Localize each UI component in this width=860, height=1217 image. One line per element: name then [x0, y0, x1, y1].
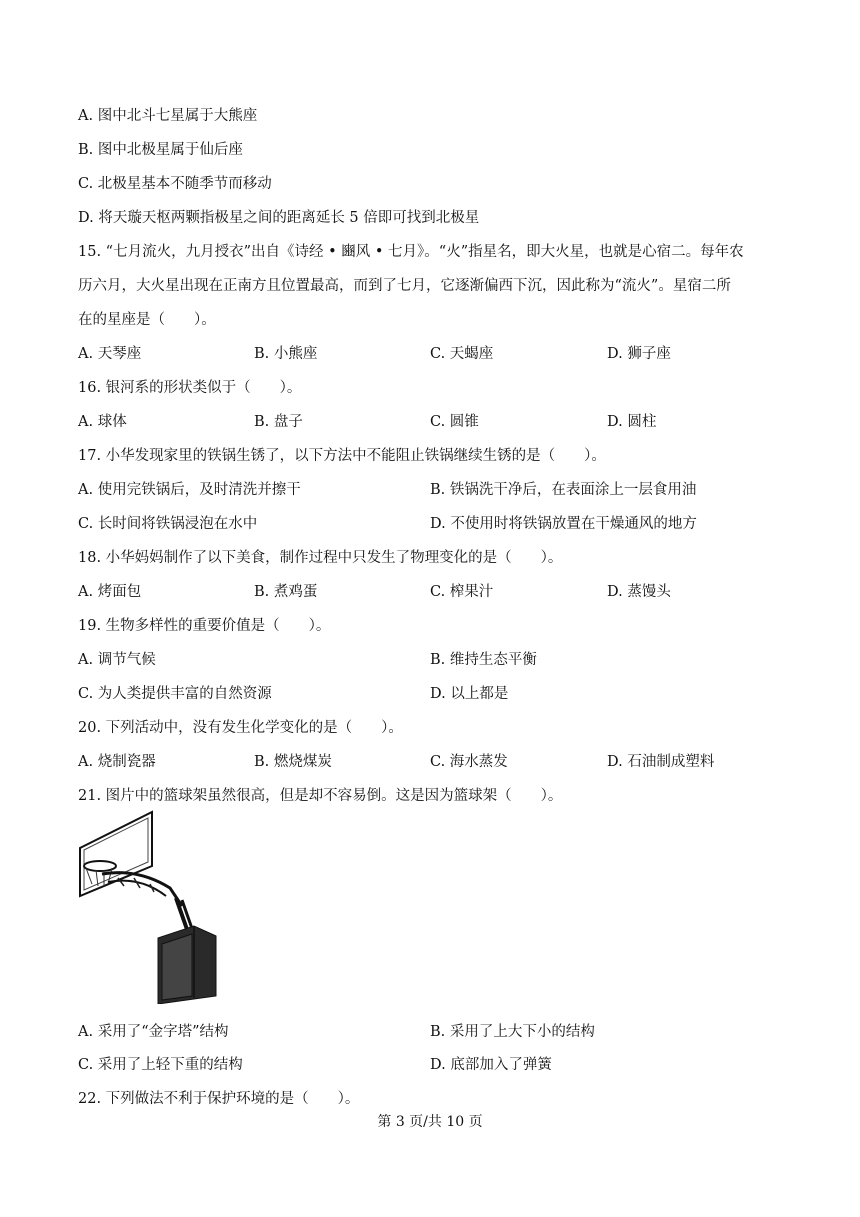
q18-option-b: B. 煮鸡蛋: [254, 584, 318, 600]
q19-option-b: B. 维持生态平衡: [430, 652, 537, 668]
q17-stem: 17. 小华发现家里的铁锅生锈了，以下方法中不能阻止铁锅继续生锈的是（ ）。: [78, 448, 606, 464]
q16-option-b: B. 盘子: [254, 414, 303, 430]
q21-option-d: D. 底部加入了弹簧: [430, 1057, 552, 1073]
q16-option-d: D. 圆柱: [607, 414, 657, 430]
q14-option-a: A. 图中北斗七星属于大熊座: [78, 108, 258, 124]
q18-stem: 18. 小华妈妈制作了以下美食，制作过程中只发生了物理变化的是（ ）。: [78, 550, 563, 566]
q18-option-d: D. 蒸馒头: [607, 584, 671, 600]
q20-stem: 20. 下列活动中，没有发生化学变化的是（ ）。: [78, 720, 403, 736]
q20-option-c: C. 海水蒸发: [430, 754, 508, 770]
q19-option-a: A. 调节气候: [78, 652, 156, 668]
q16-option-c: C. 圆锥: [430, 414, 479, 430]
q22-stem: 22. 下列做法不利于保护环境的是（ ）。: [78, 1091, 360, 1107]
q16-option-a: A. 球体: [78, 414, 127, 430]
q16-stem: 16. 银河系的形状类似于（ ）。: [78, 380, 302, 396]
q14-option-c: C. 北极星基本不随季节而移动: [78, 176, 272, 192]
q18-option-c: C. 榨果汁: [430, 584, 494, 600]
q21-option-b: B. 采用了上大下小的结构: [430, 1024, 595, 1040]
q17-option-d: D. 不使用时将铁锅放置在干燥通风的地方: [430, 516, 697, 532]
q15-stem-line3: 在的星座是（ ）。: [78, 312, 216, 328]
q20-option-d: D. 石油制成塑料: [607, 754, 715, 770]
q14-option-b: B. 图中北极星属于仙后座: [78, 142, 243, 158]
q14-option-d: D. 将天璇天枢两颗指极星之间的距离延长 5 倍即可找到北极星: [78, 210, 480, 226]
page-footer: 第 3 页/共 10 页: [377, 1114, 483, 1130]
q21-stem: 21. 图片中的篮球架虽然很高，但是却不容易倒。这是因为篮球架（ ）。: [78, 788, 563, 804]
basketball-hoop-figure: [78, 808, 226, 1004]
q19-option-d: D. 以上都是: [430, 686, 509, 702]
q18-option-a: A. 烤面包: [78, 584, 142, 600]
q20-option-b: B. 燃烧煤炭: [254, 754, 332, 770]
q15-stem-line1: 15. “七月流火，九月授衣”出自《诗经 • 豳风 • 七月》。“火”指星名，即大火星，也就是心宿二。每年农: [78, 244, 744, 260]
q19-stem: 19. 生物多样性的重要价值是（ ）。: [78, 618, 331, 634]
q15-option-a: A. 天琴座: [78, 346, 142, 362]
q20-option-a: A. 烧制瓷器: [78, 754, 156, 770]
q15-option-b: B. 小熊座: [254, 346, 318, 362]
q17-option-b: B. 铁锅洗干净后，在表面涂上一层食用油: [430, 482, 697, 498]
q15-option-c: C. 天蝎座: [430, 346, 494, 362]
q21-option-c: C. 采用了上轻下重的结构: [78, 1057, 243, 1073]
q21-option-a: A. 采用了“金字塔”结构: [78, 1024, 229, 1040]
q15-stem-line2: 历六月，大火星出现在正南方且位置最高，而到了七月，它逐渐偏西下沉，因此称为“流火”。星宿二所: [78, 278, 731, 294]
q17-option-a: A. 使用完铁锅后，及时清洗并擦干: [78, 482, 301, 498]
q19-option-c: C. 为人类提供丰富的自然资源: [78, 686, 272, 702]
q15-option-d: D. 狮子座: [607, 346, 671, 362]
q17-option-c: C. 长时间将铁锅浸泡在水中: [78, 516, 258, 532]
